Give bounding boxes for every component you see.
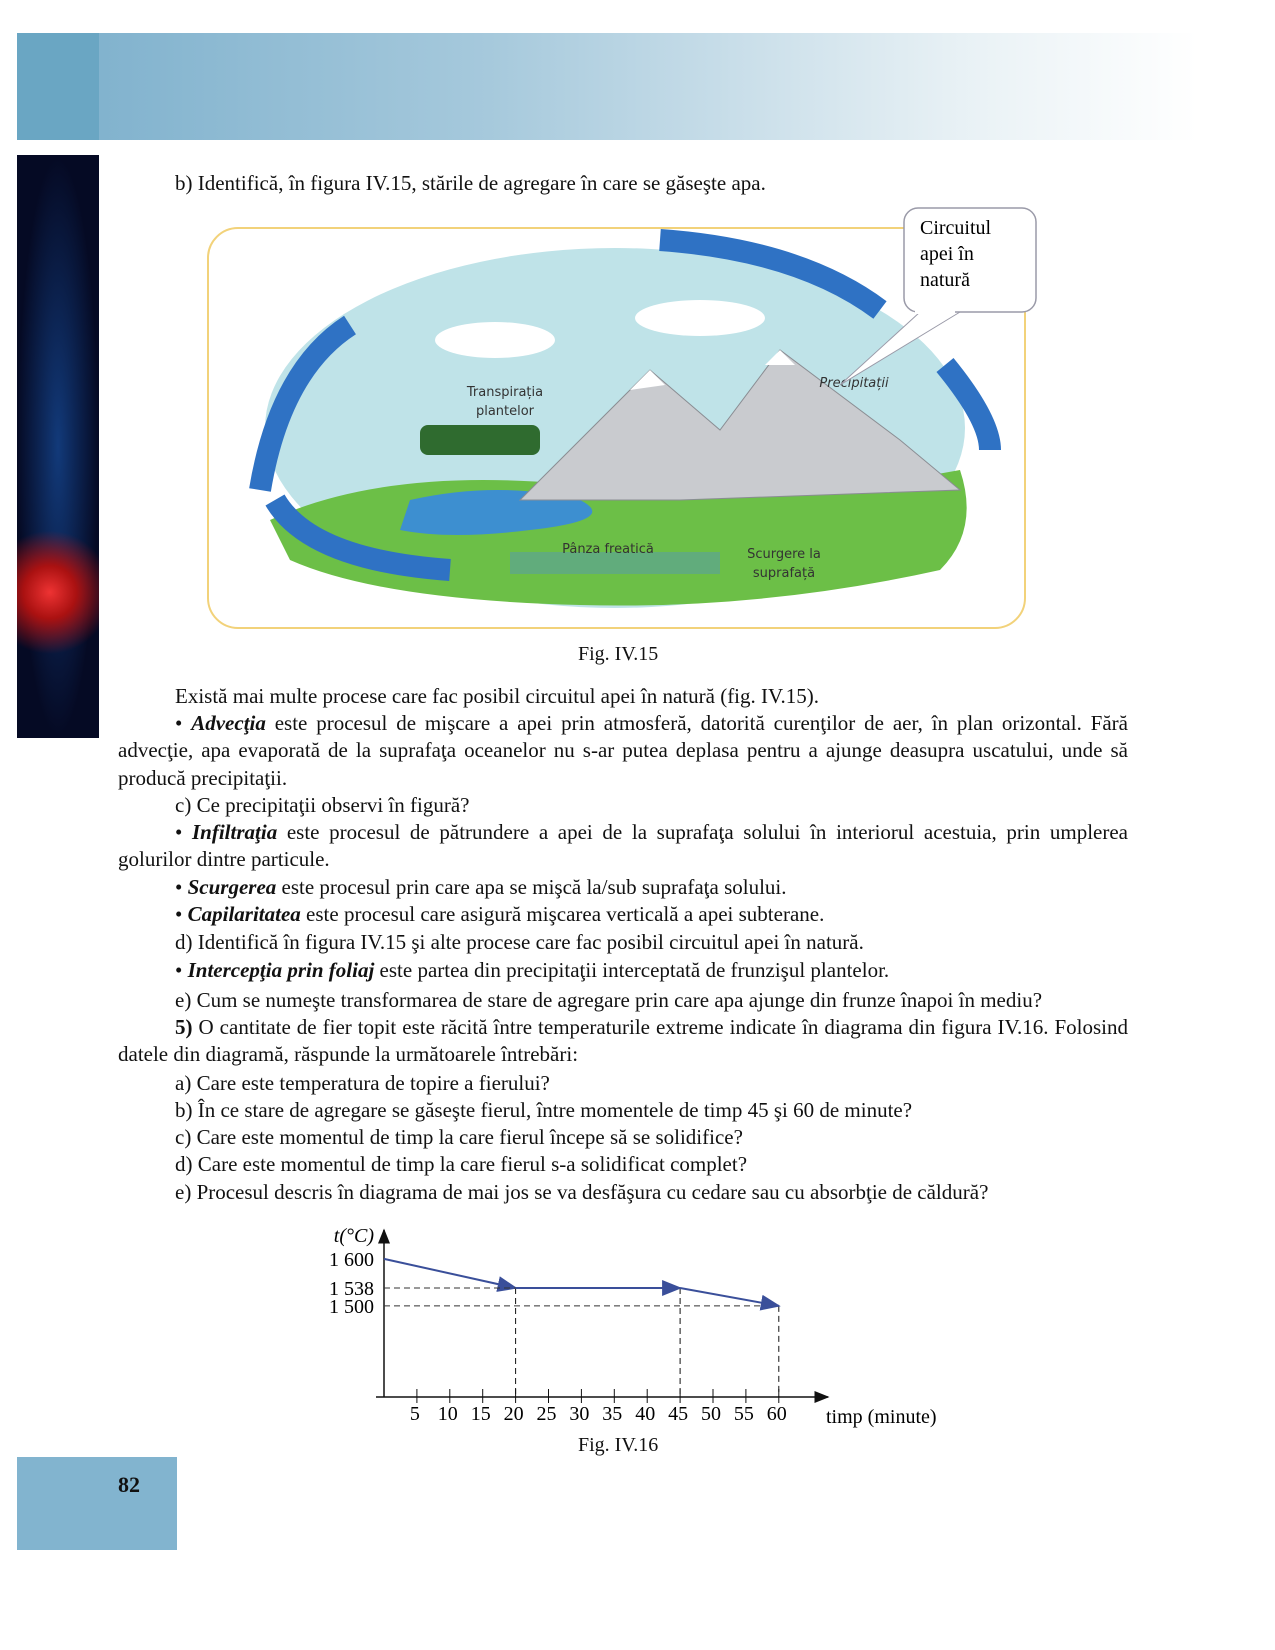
capilaritatea-text: este procesul care asigură mişcarea verticală a apei subterane. bbox=[300, 902, 825, 926]
y-tick-label: 1 500 bbox=[329, 1295, 374, 1318]
cooling-segment bbox=[384, 1259, 516, 1288]
exercise-5-text: O cantitate de fier topit este răcită între temperaturile extreme indicate în diagrama din figura IV.16. Folosind datele din diagramă, răspunde la următoarele întrebări: bbox=[118, 1015, 1128, 1067]
term-capilaritatea: Capilaritatea bbox=[187, 902, 301, 926]
infiltratia-paragraph: • Infiltraţia este procesul de pătrundere a apei de la suprafaţa solului în interiorul acestuia, prin umplerea golurilor dintre particule. bbox=[118, 820, 1128, 872]
page-number-box bbox=[17, 1457, 177, 1550]
x-tick-label: 20 bbox=[503, 1403, 524, 1425]
x-tick-label: 10 bbox=[437, 1403, 458, 1425]
page-number: 82 bbox=[118, 1472, 140, 1497]
advectia-text: este procesul de mişcare a apei prin atmosferă, datorită curenţilor de aer, în plan orizontal. Fără advecţie, apa evaporată de la suprafaţa oceanelor nu s-ar putea deplasa pentru a ajunge deasupra uscatului, unde să producă precipitaţii. bbox=[118, 711, 1128, 790]
callout-line-2: apei în bbox=[920, 243, 974, 265]
x-tick-label: 25 bbox=[536, 1403, 557, 1425]
x-tick-label: 60 bbox=[766, 1403, 787, 1425]
ex5-question-e: e) Procesul descris în diagrama de mai jos se va desfăşura cu cedare sau cu absorbţie de căldură? bbox=[175, 1180, 989, 1204]
interceptia-text: este partea din precipitaţii interceptată de frunzişul plantelor. bbox=[374, 958, 890, 982]
x-tick-label: 30 bbox=[569, 1403, 590, 1425]
term-advectia: Advecţia bbox=[191, 711, 266, 735]
x-tick-label: 50 bbox=[701, 1403, 721, 1425]
interceptia-paragraph: • Intercepţia prin foliaj este partea din precipitaţii interceptată de frunzişul plantelor. bbox=[175, 958, 890, 982]
y-tick-label: 1 538 bbox=[329, 1278, 374, 1300]
scurgerea-text: este procesul prin care apa se mişcă la/sub suprafaţa solului. bbox=[276, 875, 787, 899]
label-panza-freatica: Pânza freatică bbox=[562, 542, 654, 557]
term-interceptia: Intercepţia prin foliaj bbox=[187, 958, 375, 982]
question-e: e) Cum se numeşte transformarea de stare de agregare prin care apa ajunge din frunze înapoi în mediu? bbox=[175, 988, 1043, 1012]
callout-line-1: Circuitul bbox=[920, 217, 992, 239]
x-tick-label: 40 bbox=[635, 1403, 656, 1425]
label-scurgere-1: Scurgere la bbox=[747, 547, 821, 562]
ex5-question-a: a) Care este temperatura de topire a fierului? bbox=[175, 1071, 550, 1095]
cooling-segment bbox=[680, 1288, 779, 1306]
ex5-question-c: c) Care este momentul de timp la care fierul începe să se solidifice? bbox=[175, 1125, 743, 1149]
ex5-question-b: b) În ce stare de agregare se găseşte fierul, între momentele de timp 45 şi 60 de minute? bbox=[175, 1098, 913, 1122]
ex5-question-d: d) Care este momentul de timp la care fierul s-a solidificat complet? bbox=[175, 1152, 748, 1176]
intro-text: Există mai multe procese care fac posibil circuitul apei în natură (fig. IV.15). bbox=[175, 684, 819, 708]
x-tick-label: 5 bbox=[409, 1403, 420, 1425]
label-precipitatii: Precipitații bbox=[819, 376, 889, 391]
exercise-number: 5) bbox=[175, 1015, 193, 1039]
term-infiltratia: Infiltraţia bbox=[192, 820, 278, 844]
term-scurgerea: Scurgerea bbox=[187, 875, 277, 899]
x-axis-label: timp (minute) bbox=[826, 1406, 937, 1428]
x-tick-label: 15 bbox=[470, 1403, 491, 1425]
label-transpiratie-1: Transpirația bbox=[466, 385, 544, 400]
y-tick-label: 1 600 bbox=[329, 1248, 374, 1271]
capilaritatea-paragraph: • Capilaritatea este procesul care asigură mişcarea verticală a apei subterane. bbox=[175, 902, 825, 926]
callout-line-3: natură bbox=[920, 269, 970, 291]
water-cycle-figure bbox=[200, 200, 1050, 640]
side-decoration-image bbox=[17, 155, 99, 738]
question-b: b) Identifică, în figura IV.15, stările de agregare în care se găseşte apa. bbox=[175, 171, 766, 195]
question-d: d) Identifică în figura IV.15 şi alte procese care fac posibil circuitul apei în natură. bbox=[175, 930, 864, 954]
advectia-paragraph: • Advecţia este procesul de mişcare a apei prin atmosferă, datorită curenţilor de aer, în plan orizontal. Fără advecţie, apa evaporată de la suprafaţa oceanelor nu s-ar putea deplasa pentru a ajunge deasupra uscatului, unde să producă precipitaţii. bbox=[118, 711, 1128, 790]
scurgerea-paragraph: • Scurgerea este procesul prin care apa se mişcă la/sub suprafaţa solului. bbox=[175, 875, 787, 899]
infiltratia-text: este procesul de pătrundere a apei de la suprafaţa solului în interiorul acestuia, prin umplerea golurilor dintre particule. bbox=[118, 820, 1128, 872]
exercise-5 bbox=[118, 1014, 1128, 1069]
label-scurgere-2: suprafață bbox=[752, 566, 816, 581]
figure-caption-iv16: Fig. IV.16 bbox=[578, 1434, 659, 1456]
header-accent bbox=[17, 33, 99, 140]
y-axis-label: t(°C) bbox=[333, 1225, 374, 1247]
label-transpiratie-2: plantelor bbox=[475, 404, 535, 419]
header-banner bbox=[17, 33, 1197, 140]
x-tick-label: 55 bbox=[733, 1403, 754, 1425]
figure-caption-iv15: Fig. IV.15 bbox=[578, 643, 659, 665]
x-tick-label: 45 bbox=[668, 1403, 689, 1425]
question-c: c) Ce precipitaţii observi în figură? bbox=[175, 793, 470, 817]
x-tick-label: 35 bbox=[602, 1403, 623, 1425]
